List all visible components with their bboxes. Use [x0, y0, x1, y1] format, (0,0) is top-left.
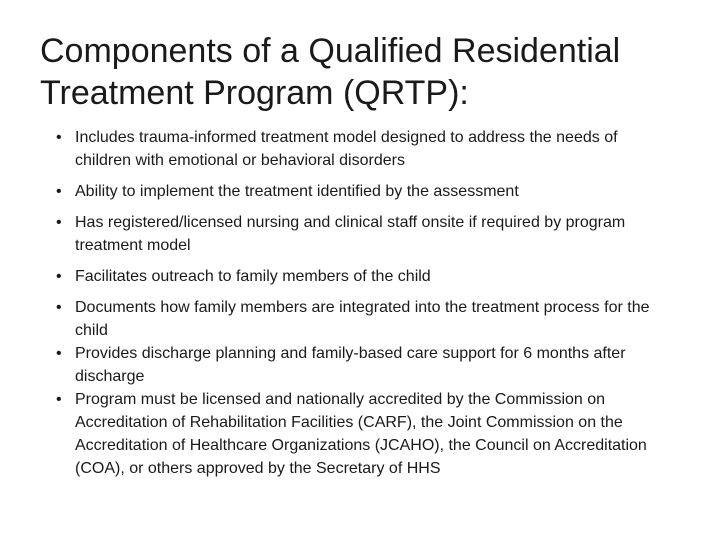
bullet-list [56, 126, 668, 480]
bullet-item: • Documents how family members are integrated into the treatment process for the child [56, 296, 668, 342]
bullet-item: • Program must be licensed and nationally accredited by the Commission on Accreditation of Rehabilitation Facilities (CARF), the Joint Commission on the Accreditation of Healthcare Organizations (JCAHO), the Council on Accreditation (COA), or others approved by the Secretary of HHS [56, 388, 668, 480]
bullet-item: • Ability to implement the treatment identified by the assessment [56, 180, 668, 203]
bullet-item: • Includes trauma-informed treatment model designed to address the needs of children with emotional or behavioral disorders [56, 126, 668, 172]
bullet-item: • Provides discharge planning and family-based care support for 6 months after discharge [56, 342, 668, 388]
bullet-item: • Facilitates outreach to family members of the child [56, 265, 668, 288]
bullet-item: • Has registered/licensed nursing and clinical staff onsite if required by program treatment model [56, 211, 668, 257]
slide-title: Components of a Qualified Residential Treatment Program (QRTP): [40, 32, 621, 112]
